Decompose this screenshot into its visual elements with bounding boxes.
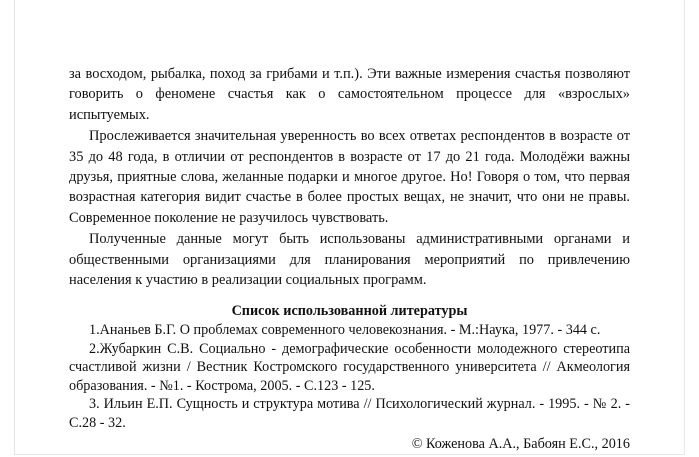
references-section	[69, 302, 630, 453]
paragraph-usage: Полученные данные могут быть использованы административными органами и общественными организациями для планирования мероприятий по привлечению населения к участию в реализации социальных программ.	[69, 231, 630, 289]
paragraph-confidence: Прослеживается значительная уверенность во всех ответах респондентов в возрасте от 35 до 48 года, в отличии от респондентов в возрасте от 17 до 21 года. Молодёжи важны друзья, приятные слова, желанные подарки и многое другое. Но! Говоря о том, что первая возрастная категория видит счастье в более простых вещах, не значит, что они не правы. Современное поколение не разучилось чувствовать.	[69, 128, 630, 226]
copyright-signature: © Коженова А.А., Бабоян Е.С., 2016	[411, 435, 630, 452]
reference-item: 1.Ананьев Б.Г. О проблемах современного человекознания. - М.:Наука, 1977. - 344 с.	[89, 322, 601, 339]
references-title: Список использованной литературы	[231, 303, 468, 320]
document-body	[69, 64, 630, 453]
reference-item: 2.Жубаркин С.В. Социально - демографические особенности молодежного стереотипа счастливой жизни / Вестник Костромского государственного университета // Акмеология образования. - №1. - Кострома, 2005. - С.123 - 125.	[69, 340, 630, 394]
reference-item: 3. Ильин Е.П. Сущность и структура мотива // Психологический журнал. - 1995. - № 2. - С.28 - 32.	[69, 396, 630, 432]
paragraph-continuation: за восходом, рыбалка, поход за грибами и т.п.). Эти важные измерения счастья позволяют говорить о феномене счастья как о самостоятельном процессе для «взрослых» испытуемых.	[69, 66, 630, 123]
